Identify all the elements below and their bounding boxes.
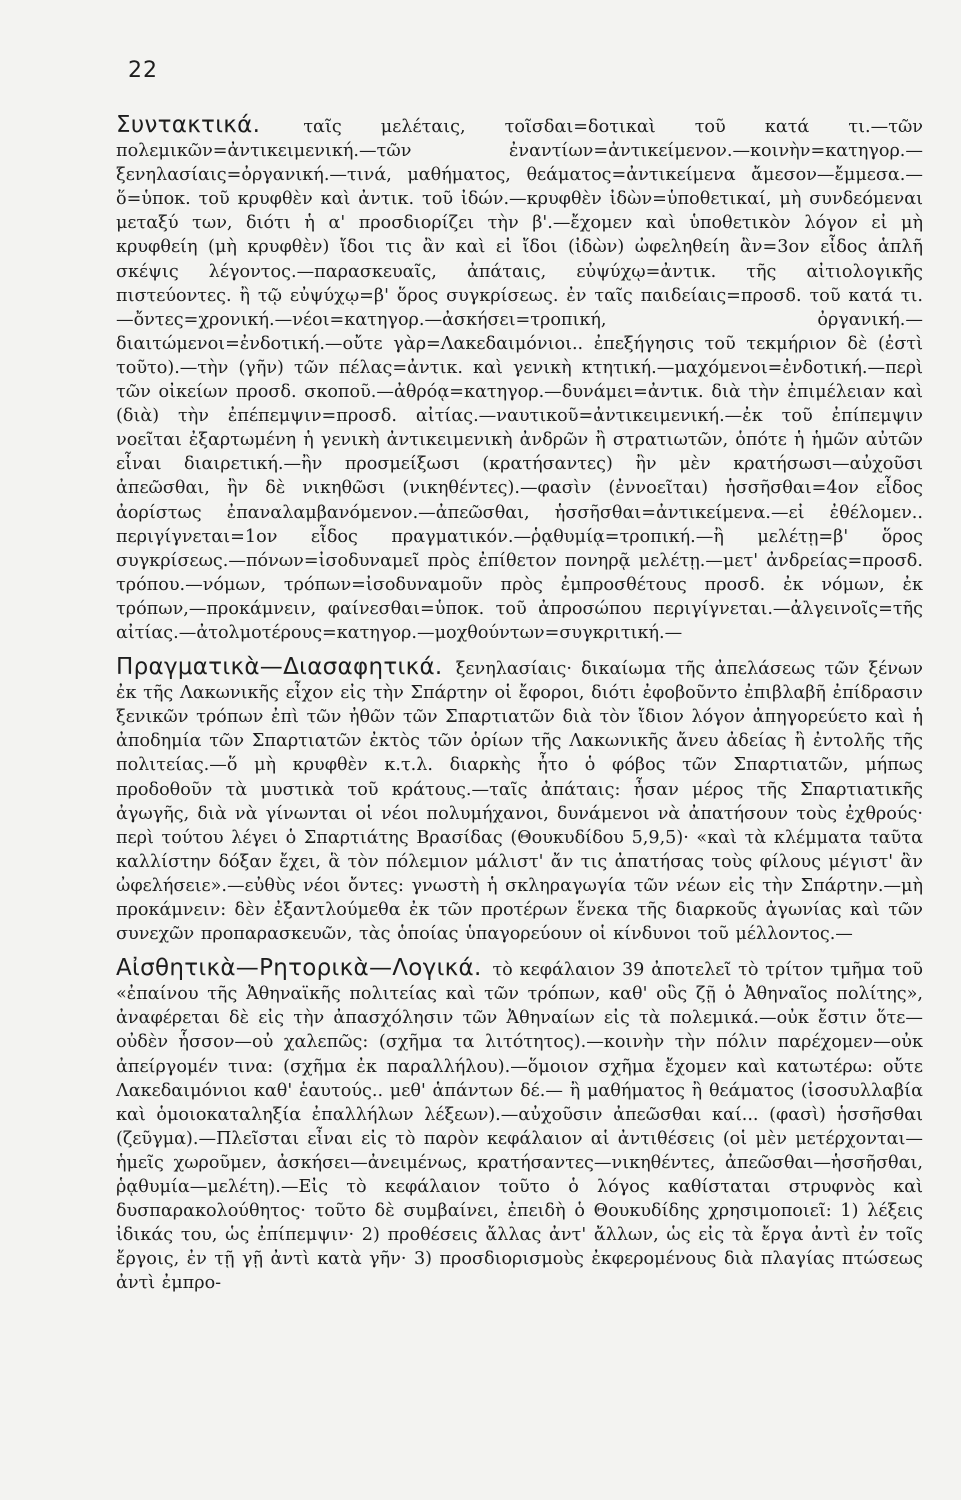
section-heading: Συντακτικά.: [116, 112, 261, 138]
section-heading: Αἰσθητικὰ—Ρητορικὰ—Λογικά.: [116, 955, 482, 982]
section-heading: Πραγματικὰ—Διασαφητικά.: [116, 654, 443, 681]
page-number: 22: [128, 58, 158, 83]
section-body: ταῖς μελέταις, τοῖσδαι=δοτικαὶ τοῦ κατά τι.—τῶν πολεμικῶν=ἀντικειμενική.—τῶν ἐναντίων=ἀντικείμενον.—κοινὴν=κατηγορ.—ξενηλασίαις=ὀργανική.—τινά, μαθήματος, θεάματος=ἀντικείμενα ἄμεσον—ἔμμεσα.—ὅ=ὑποκ. τοῦ κρυφθὲν καὶ ἀντικ. τοῦ ἰδών.—κρυφθὲν ἰδὼν=ὑποθετικαί, μὴ συνδεόμεναι μεταξύ των, διότι ἡ α' προσδιορίζει τὴν β'.—ἔχομεν καὶ ὑποθετικὸν λόγον εἰ μὴ κρυφθείη (μὴ κρυφθὲν) ἴδοι τις ἂν καὶ εἰ ἴδοι (ἰδὼν) ὠφεληθείη ἂν=3ον εἶδος ἁπλῆ σκέψις λέγοντος.—παρασκευαῖς, ἀπάταις, εὐψύχῳ=ἀντικ. τῆς αἰτιολογικῆς πιστεύοντες. ἢ τῷ εὐψύχῳ=β' ὅρος συγκρίσεως. ἐν ταῖς παιδείαις=προσδ. τοῦ κατά τι.—ὄντες=χρονική.—νέοι=κατηγορ.—ἀσκήσει=τροπική, ὀργανική.—διαιτώμενοι=ἐνδοτική.—οὔτε γὰρ=Λακεδαιμόνιοι.. ἐπεξήγησις τοῦ τεκμήριον δὲ (ἐστὶ τοῦτο).—τὴν (γῆν) τῶν πέλας=ἀντικ. καὶ γενικὴ κτητική.—μαχόμενοι=ἐνδοτική.—περὶ τῶν οἰκείων προσδ. σκοποῦ.—ἀθρόᾳ=κατηγορ.—δυνάμει=ἀντικ. διὰ τὴν ἐπιμέλειαν καὶ (διὰ) τὴν ἐπέπεμψιν=προσδ. αἰτίας.—ναυτικοῦ=ἀντικειμενική.—ἐκ τοῦ ἐπίπεμψιν νοεῖται ἐξαρτωμένη ἡ γενικὴ ἀντικειμενικὴ ἀνδρῶν ἢ στρατιωτῶν, ὁπότε ἡ ἡμῶν αὐτῶν εἶναι διαιρετική.—ἢν προσμείξωσι (κρατήσαντες) ἢν μὲν κρατήσωσι—αὐχοῦσι ἀπεῶσθαι, ἢν δὲ νικηθῶσι (νικηθέντες).—φασὶν (ἐννοεῖται) ἡσσῆσθαι=4ον εἶδος ἀορίστως ἐπαναλαμβανόμενον.—ἀπεῶσθαι, ἡσσῆσθαι=ἀντικείμενα.—εἰ ἐθέλομεν.. περιγίγνεται=1ον εἶδος πραγματικόν.—ῥᾳθυμίᾳ=τροπική.—ἢ μελέτῃ=β' ὅρος συγκρίσεως.—πόνων=ἰσοδυναμεῖ πρὸς ἐπίθετον πονηρᾷ μελέτῃ.—μετ' ἀνδρείας=προσδ. τρόπου.—νόμων, τρόπων=ἰσοδυναμοῦν πρὸς ἐμπροσθέτους προσδ. ἐκ νόμων, ἐκ τρόπων,—προκάμνειν, φαίνεσθαι=ὑποκ. τοῦ ἀπροσώπου περιγίγνεται.—ἀλγεινοῖς=τῆς αἰτίας.—ἀτολμοτέρους=κατηγορ.—μοχθούντων=συγκριτική.—: [116, 117, 923, 643]
section-body: τὸ κεφάλαιον 39 ἀποτελεῖ τὸ τρίτον τμῆμα τοῦ «ἐπαίνου τῆς Ἀθηναϊκῆς πολιτείας καὶ τῶν τρόπων, καθ' οὓς ζῇ ὁ Ἀθηναῖος πολίτης», ἀναφέρεται δὲ εἰς τὴν ἀπασχόλησιν τῶν Ἀθηναίων εἰς τὰ πολεμικά.—οὐκ ἔστιν ὅτε—οὐδὲν ἧσσον—οὐ χαλεπῶς: (σχῆμα τα λιτότητος).—κοινὴν τὴν πόλιν παρέχομεν—οὐκ ἀπείργομέν τινα: (σχῆμα ἐκ παραλλήλου).—ὅμοιον σχῆμα ἔχομεν καὶ κατωτέρω: οὔτε Λακεδαιμόνιοι καθ' ἑαυτούς.. μεθ' ἁπάντων δέ.— ἢ μαθήματος ἢ θεάματος (ἰσοσυλλαβία καὶ ὁμοιοκαταληξία ἐπαλλήλων λέξεων).—αὐχοῦσιν ἀπεῶσθαι καί... (φασὶ) ἡσσῆσθαι (ζεῦγμα).—Πλεῖσται εἶναι εἰς τὸ παρὸν κεφάλαιον αἱ ἀντιθέσεις (οἱ μὲν μετέρχονται—ἡμεῖς χωροῦμεν, ἀσκήσει—ἀνειμένως, κρατήσαντες—νικηθέντες, ἀπεῶσθαι—ἡσσῆσθαι, ῥᾳθυμία—μελέτη).—Εἰς τὸ κεφάλαιον τοῦτο ὁ λόγος καθίσταται στρυφνὸς καὶ δυσπαρακολούθητος· τοῦτο δὲ συμβαίνει, ἐπειδὴ ὁ Θουκυδίδης χρησιμοποιεῖ: 1) λέξεις ἰδικάς του, ὡς ἐπίπεμψιν· 2) προθέσεις ἄλλας ἀντ' ἄλλων, ὡς εἰς τὰ ἔργα ἀντὶ ἐν τοῖς ἔργοις, ἐν τῇ γῇ ἀντὶ κατὰ γῆν· 3) προσδιορισμοὺς ἐκφερομένους διὰ πλαγίας πτώσεως ἀντὶ ἐμπρο-: [116, 960, 923, 1294]
section-body: ξενηλασίαις· δικαίωμα τῆς ἀπελάσεως τῶν ξένων ἐκ τῆς Λακωνικῆς εἶχον εἰς τὴν Σπάρτην οἱ ἔφοροι, διότι ἐφοβοῦντο ἐπιβλαβῆ ἐπίδρασιν ξενικῶν τρόπων ἐπὶ τῶν ἠθῶν τῶν Σπαρτιατῶν διὰ τὸν ἴδιον λόγον ἀπηγορεύετο καὶ ἡ ἀποδημία τῶν Σπαρτιατῶν ἐκτὸς τῶν ὁρίων τῆς Λακωνικῆς ἄνευ ἀδείας ἢ ἐντολῆς τῆς πολιτείας.—ὅ μὴ κρυφθὲν κ.τ.λ. διαρκὴς ἦτο ὁ φόβος τῶν Σπαρτιατῶν, μήπως προδοθοῦν τὰ μυστικὰ τοῦ κράτους.—ταῖς ἀπάταις: ἦσαν μέρος τῆς Σπαρτιατικῆς ἀγωγῆς, διὰ νὰ γίνωνται οἱ νέοι πολυμήχανοι, δυνάμενοι νὰ ἀπατήσουν τοὺς ἐχθρούς· περὶ τούτου λέγει ὁ Σπαρτιάτης Βρασίδας (Θουκυδίδου 5,9,5)· «καὶ τὰ κλέμματα ταῦτα καλλίστην δόξαν ἔχει, ἃ τὸν πόλεμιον μάλιστ' ἄν τις ἀπατήσας τοὺς φίλους μέγιστ' ἂν ὠφελήσειε».—εὐθὺς νέοι ὄντες: γνωστὴ ἡ σκληραγωγία τῶν νέων εἰς τὴν Σπάρτην.—μὴ προκάμνειν: δὲν ἐξαντλούμεθα ἐκ τῶν προτέρων ἕνεκα τῆς διαρκοῦς ἀγωνίας καὶ τῶν συνεχῶν προπαρασκευῶν, τὰς ὁποίας ὑπαγορεύουν οἱ κίνδυνοι τοῦ μέλλοντος.—: [116, 659, 923, 945]
section-syntax: [116, 113, 923, 645]
section-aesthetic-rhetorical-logical: [116, 956, 923, 1295]
section-factual-clarifications: [116, 655, 923, 946]
